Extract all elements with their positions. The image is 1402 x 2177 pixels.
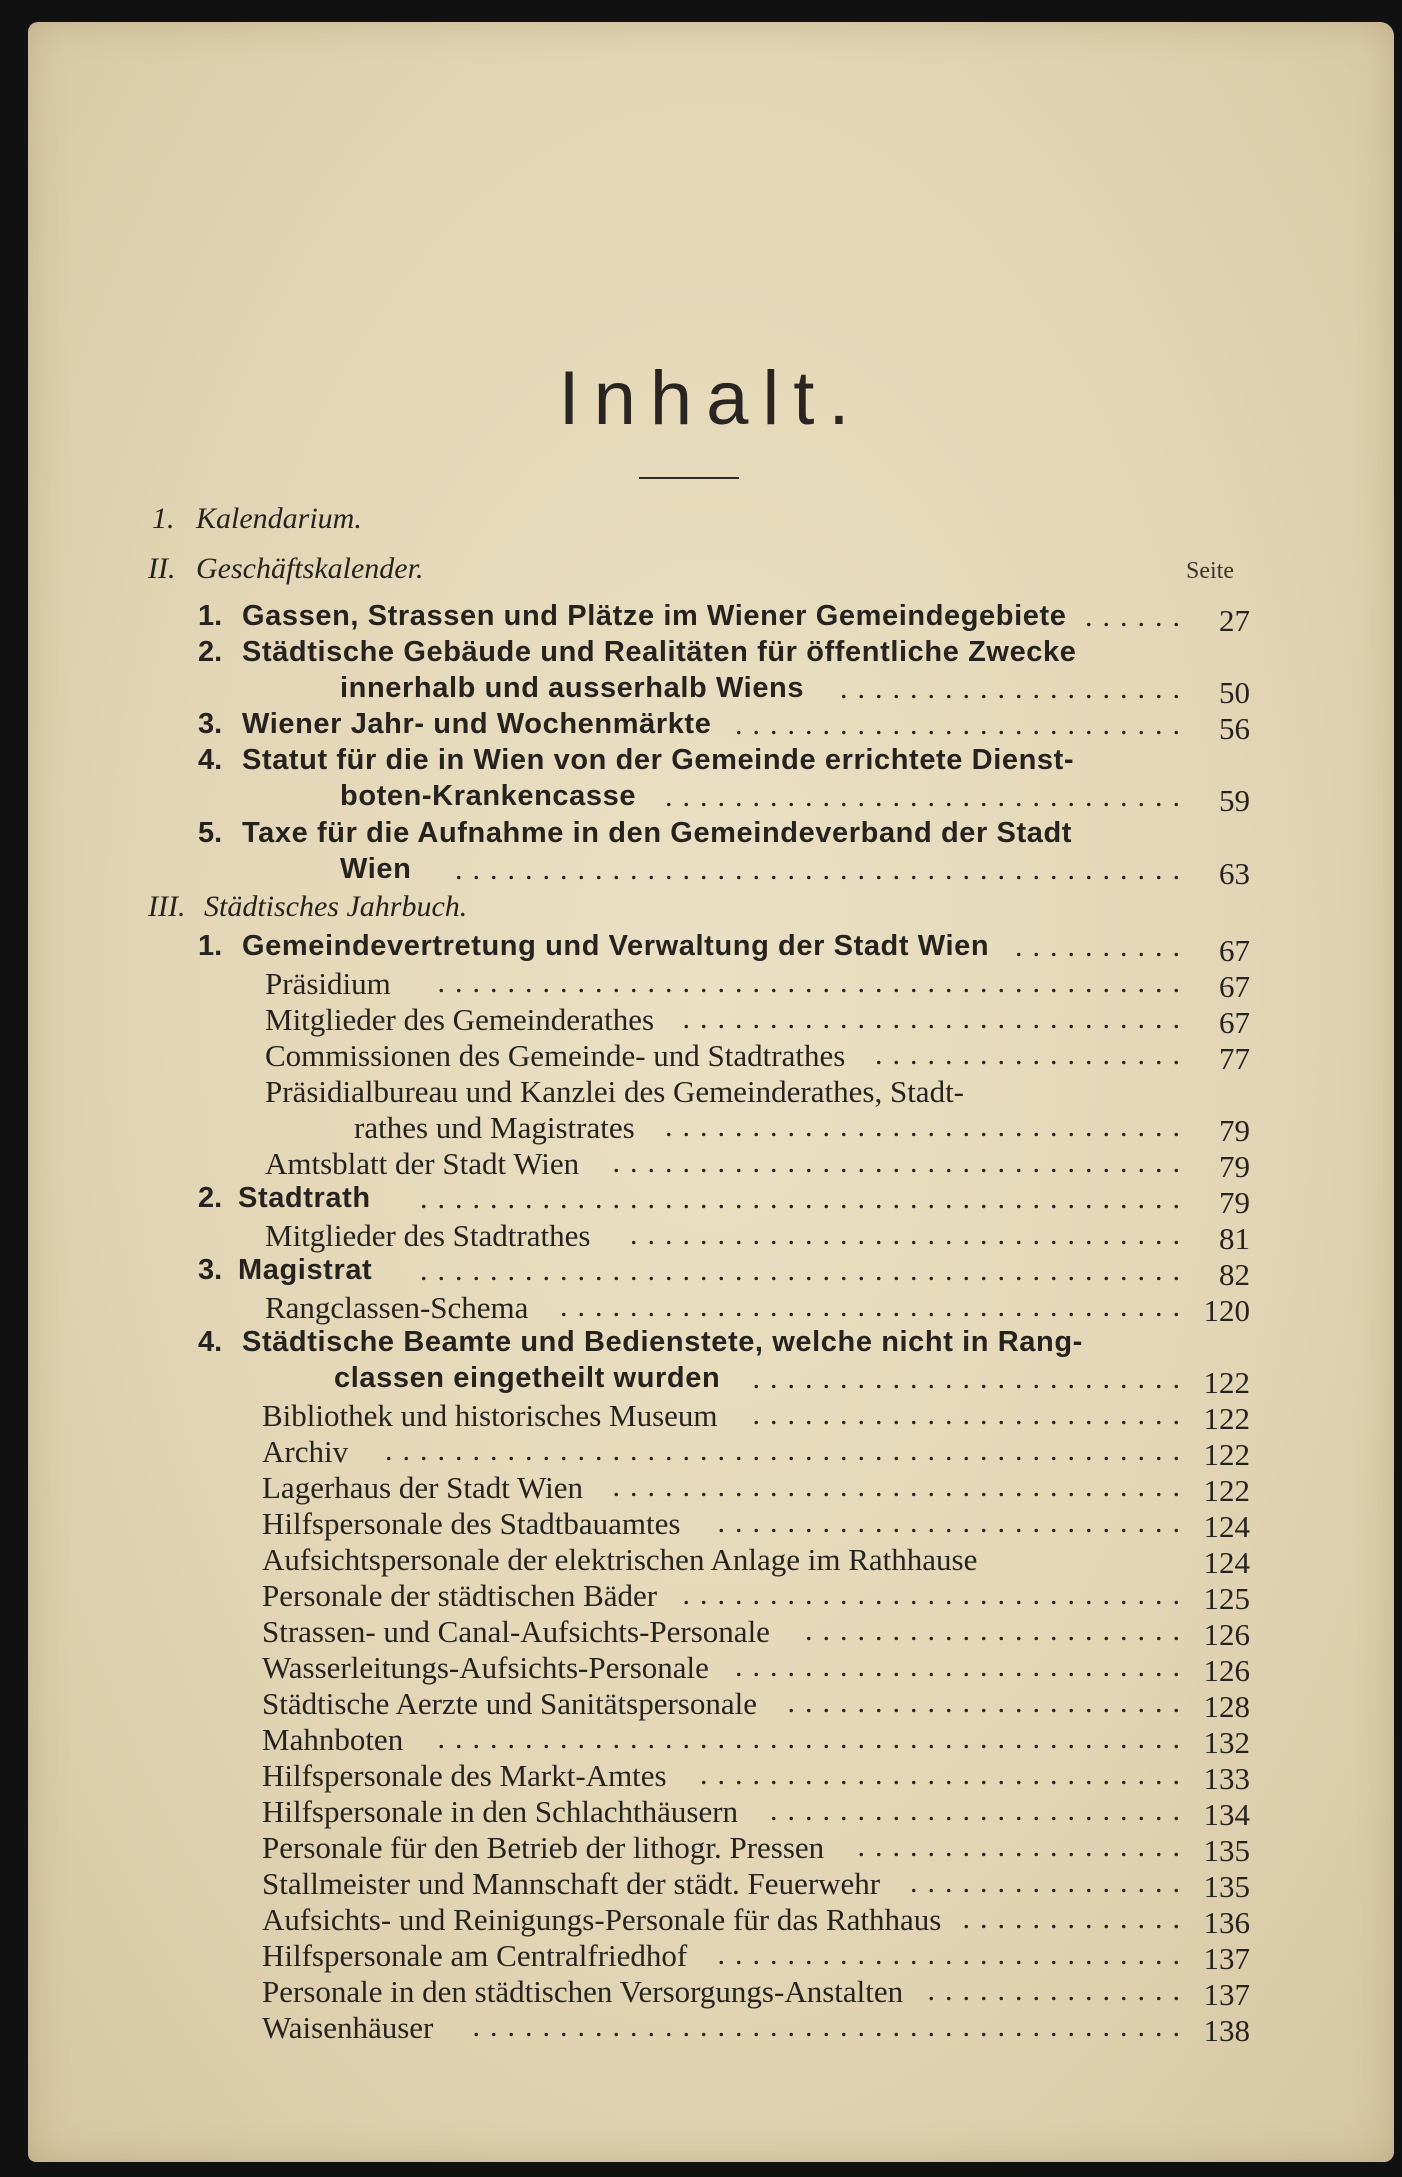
- toc-page-number: 137: [1203, 1977, 1250, 2012]
- toc-entry-title: Statut für die in Wien von der Gemeinde errichtete Dienst-: [242, 744, 1075, 776]
- toc-entry: [28, 853, 1394, 889]
- toc-page-number: 79: [1219, 1185, 1250, 1220]
- toc-entry: [28, 1578, 1394, 1614]
- toc-leader-dots: ......: [1085, 600, 1190, 633]
- toc-page-number: 126: [1203, 1653, 1250, 1688]
- toc-page-number: 133: [1203, 1761, 1250, 1796]
- toc-page-number: 122: [1203, 1365, 1250, 1400]
- toc-entry-title: innerhalb und ausserhalb Wiens: [340, 672, 805, 704]
- toc-entry-number: 3.: [198, 708, 223, 740]
- toc-leader-dots: .........................: [752, 1362, 1190, 1395]
- toc-leader-dots: ....................................: [560, 1290, 1190, 1323]
- toc-leader-dots: .............: [962, 1902, 1190, 1935]
- toc-entry-number: 1.: [198, 930, 223, 962]
- toc-page-number: 79: [1219, 1113, 1250, 1148]
- toc-entry-title: Städtische Aerzte und Sanitätspersonale: [262, 1686, 758, 1721]
- toc-page-number: 138: [1203, 2013, 1250, 2048]
- toc-entry-title: Rangclassen-Schema: [265, 1290, 529, 1325]
- toc-entry-number: II.: [148, 552, 176, 585]
- toc-entry-title: Städtische Beamte und Bedienstete, welche nicht in Rang-: [242, 1326, 1083, 1358]
- page-column-label: Seite: [1186, 558, 1234, 584]
- toc-leader-dots: .......................: [787, 1686, 1190, 1719]
- toc-entry-title: Amtsblatt der Stadt Wien: [265, 1146, 580, 1181]
- toc-page-number: 27: [1219, 603, 1250, 638]
- toc-entry: [28, 1938, 1394, 1974]
- toc-entry-title: Hilfspersonale des Markt-Amtes: [262, 1758, 667, 1793]
- toc-entry-title: Commissionen des Gemeinde- und Stadtrathes: [265, 1038, 846, 1073]
- toc-page-number: 128: [1203, 1689, 1250, 1724]
- toc-leader-dots: .............................: [682, 1578, 1190, 1611]
- toc-page-number: 67: [1219, 933, 1250, 968]
- toc-leader-dots: ................................: [630, 1218, 1190, 1251]
- toc-entry: [28, 502, 1394, 538]
- toc-entry-title: Präsidialbureau und Kanzlei des Gemeinderathes, Stadt-: [265, 1074, 964, 1109]
- toc-page-number: 134: [1203, 1797, 1250, 1832]
- toc-entry: [28, 600, 1394, 636]
- toc-entry: [28, 1794, 1394, 1830]
- toc-entry: [28, 1650, 1394, 1686]
- toc-entry: [28, 966, 1394, 1002]
- toc-entry: [28, 1830, 1394, 1866]
- toc-leader-dots: ...........................................: [437, 966, 1190, 999]
- toc-page-number: 136: [1203, 1905, 1250, 1940]
- toc-entry-title: Personale für den Betrieb der lithogr. Pressen: [262, 1830, 825, 1865]
- toc-leader-dots: ..................: [875, 1038, 1190, 1071]
- toc-entry-title: Magistrat: [238, 1254, 373, 1286]
- toc-entry-title: Wasserleitungs-Aufsichts-Personale: [262, 1650, 709, 1685]
- toc-entry: [28, 744, 1394, 780]
- toc-entry: [28, 1398, 1394, 1434]
- toc-page-number: 50: [1219, 675, 1250, 710]
- toc-leader-dots: ...............: [927, 1974, 1190, 2007]
- toc-page-number: 79: [1219, 1149, 1250, 1184]
- toc-entry-number: III.: [148, 890, 186, 923]
- toc-entry-title: Archiv: [262, 1434, 349, 1469]
- toc-leader-dots: .................................: [612, 1470, 1190, 1503]
- toc-entry-title: Waisenhäuser: [262, 2010, 434, 2045]
- toc-leader-dots: ..............................................: [385, 1434, 1190, 1467]
- toc-entry-title: Lagerhaus der Stadt Wien: [262, 1470, 583, 1505]
- toc-page-number: 77: [1219, 1041, 1250, 1076]
- toc-entry-title: Aufsichtspersonale der elektrischen Anlage im Rathhause: [262, 1542, 978, 1577]
- toc-leader-dots: ..........: [1015, 930, 1190, 963]
- page-title: Inhalt.: [558, 356, 864, 441]
- toc-entry-title: Städtische Gebäude und Realitäten für öffentliche Zwecke: [242, 636, 1077, 668]
- toc-entry: [28, 1110, 1394, 1146]
- toc-entry: [28, 1506, 1394, 1542]
- toc-entry: [28, 1146, 1394, 1182]
- toc-entry: [28, 672, 1394, 708]
- toc-entry-title: Hilfspersonale am Centralfriedhof: [262, 1938, 688, 1973]
- toc-leader-dots: ............................................: [420, 1182, 1190, 1215]
- toc-entry: [28, 1434, 1394, 1470]
- toc-entry-title: Mahnboten: [262, 1722, 404, 1757]
- toc-page-number: 132: [1203, 1725, 1250, 1760]
- toc-entry: [28, 1182, 1394, 1218]
- toc-entry: [28, 1974, 1394, 2010]
- toc-entry-number: 4.: [198, 1326, 223, 1358]
- toc-entry: [28, 1542, 1394, 1578]
- toc-page-number: 56: [1219, 711, 1250, 746]
- toc-entry: [28, 1326, 1394, 1362]
- toc-entry: [28, 1038, 1394, 1074]
- toc-entry: [28, 636, 1394, 672]
- toc-entry-title: Gassen, Strassen und Plätze im Wiener Gemeindegebiete: [242, 600, 1067, 632]
- toc-entry-number: 3.: [198, 1254, 223, 1286]
- toc-entry: [28, 1362, 1394, 1398]
- toc-leader-dots: ..........................: [735, 708, 1190, 741]
- toc-entry-title: Personale in den städtischen Versorgungs-Anstalten: [262, 1974, 904, 2009]
- toc-entry-number: 1.: [152, 502, 175, 535]
- toc-page-number: 122: [1203, 1437, 1250, 1472]
- toc-entry-title: Kalendarium.: [196, 502, 362, 535]
- toc-entry: [28, 1686, 1394, 1722]
- toc-page-number: 137: [1203, 1941, 1250, 1976]
- toc-leader-dots: .............................: [682, 1002, 1190, 1035]
- toc-leader-dots: .................................: [612, 1146, 1190, 1179]
- toc-entry: [28, 2010, 1394, 2046]
- toc-leader-dots: ...........................: [717, 1506, 1190, 1539]
- toc-entry-title: Strassen- und Canal-Aufsichts-Personale: [262, 1614, 770, 1649]
- toc-entry: [28, 1722, 1394, 1758]
- toc-entry-title: boten-Krankencasse: [340, 780, 637, 812]
- toc-leader-dots: ........................: [770, 1794, 1190, 1827]
- toc-page-number: 124: [1203, 1545, 1250, 1580]
- toc-entry-title: Mitglieder des Gemeinderathes: [265, 1002, 655, 1037]
- toc-page-number: 124: [1203, 1509, 1250, 1544]
- toc-leader-dots: ....................: [840, 672, 1190, 705]
- toc-page-number: 63: [1219, 856, 1250, 891]
- toc-entry: [28, 1002, 1394, 1038]
- toc-entry-title: Taxe für die Aufnahme in den Gemeindeverband der Stadt: [242, 817, 1073, 849]
- table-of-contents: [28, 22, 1394, 2162]
- toc-leader-dots: ..........................................: [455, 853, 1190, 886]
- toc-entry-title: Wien: [340, 853, 412, 885]
- toc-leader-dots: ..........................: [735, 1650, 1190, 1683]
- toc-entry: [28, 1470, 1394, 1506]
- toc-leader-dots: ..............................: [665, 780, 1190, 813]
- toc-page-number: 122: [1203, 1473, 1250, 1508]
- toc-page-number: 59: [1219, 783, 1250, 818]
- toc-page-number: 135: [1203, 1869, 1250, 1904]
- toc-page-number: 122: [1203, 1401, 1250, 1436]
- toc-entry-title: Geschäftskalender.: [196, 552, 424, 585]
- toc-leader-dots: ................: [910, 1866, 1190, 1899]
- toc-entry-title: Stadtrath: [238, 1182, 371, 1214]
- toc-entry: [28, 1074, 1394, 1110]
- toc-entry-title: Gemeindevertretung und Verwaltung der Stadt Wien: [242, 930, 990, 962]
- toc-entry: [28, 1290, 1394, 1326]
- toc-page-number: 82: [1219, 1257, 1250, 1292]
- toc-entry-title: Bibliothek und historisches Museum: [262, 1398, 718, 1433]
- toc-entry-title: Wiener Jahr- und Wochenmärkte: [242, 708, 712, 740]
- toc-entry-title: Personale der städtischen Bäder: [262, 1578, 658, 1613]
- toc-entry-number: 5.: [198, 817, 223, 849]
- toc-entry-number: 1.: [198, 600, 223, 632]
- toc-leader-dots: .........................: [752, 1398, 1190, 1431]
- toc-entry: [28, 890, 1394, 926]
- toc-page-number: 67: [1219, 969, 1250, 1004]
- toc-leader-dots: .........................................: [472, 2010, 1190, 2043]
- toc-entry: [28, 1254, 1394, 1290]
- toc-page-number: 120: [1203, 1293, 1250, 1328]
- toc-entry: [28, 780, 1394, 816]
- toc-leader-dots: ...........................: [717, 1938, 1190, 1971]
- toc-entry-number: 4.: [198, 744, 223, 776]
- toc-entry-title: Mitglieder des Stadtrathes: [265, 1218, 591, 1253]
- toc-entry: [28, 708, 1394, 744]
- toc-entry: [28, 1866, 1394, 1902]
- toc-entry-title: Präsidium: [265, 966, 391, 1001]
- toc-entry-title: rathes und Magistrates: [354, 1110, 635, 1145]
- toc-page-number: 81: [1219, 1221, 1250, 1256]
- toc-entry-number: 2.: [198, 1182, 223, 1214]
- toc-leader-dots: ...................: [857, 1830, 1190, 1863]
- toc-entry: [28, 817, 1394, 853]
- toc-entry-title: Hilfspersonale in den Schlachthäusern: [262, 1794, 739, 1829]
- toc-leader-dots: ...........................................: [437, 1722, 1190, 1755]
- toc-page-number: 67: [1219, 1005, 1250, 1040]
- toc-leader-dots: ............................................: [420, 1254, 1190, 1287]
- toc-entry-title: Aufsichts- und Reinigungs-Personale für das Rathhaus: [262, 1902, 942, 1937]
- toc-leader-dots: ............................: [700, 1758, 1190, 1791]
- toc-entry: [28, 1758, 1394, 1794]
- toc-page-number: 125: [1203, 1581, 1250, 1616]
- toc-leader-dots: ..............................: [665, 1110, 1190, 1143]
- toc-entry: [28, 1614, 1394, 1650]
- toc-entry-title: classen eingetheilt wurden: [334, 1362, 721, 1394]
- toc-entry-number: 2.: [198, 636, 223, 668]
- toc-entry: [28, 1218, 1394, 1254]
- toc-entry: [28, 930, 1394, 966]
- toc-entry: [28, 552, 1394, 588]
- toc-entry-title: Stallmeister und Mannschaft der städt. Feuerwehr: [262, 1866, 881, 1901]
- toc-entry-title: Hilfspersonale des Stadtbauamtes: [262, 1506, 681, 1541]
- toc-entry-title: Städtisches Jahrbuch.: [204, 890, 468, 923]
- document-page: [28, 22, 1394, 2162]
- toc-page-number: 126: [1203, 1617, 1250, 1652]
- toc-entry: [28, 1902, 1394, 1938]
- toc-leader-dots: ......................: [805, 1614, 1190, 1647]
- toc-page-number: 135: [1203, 1833, 1250, 1868]
